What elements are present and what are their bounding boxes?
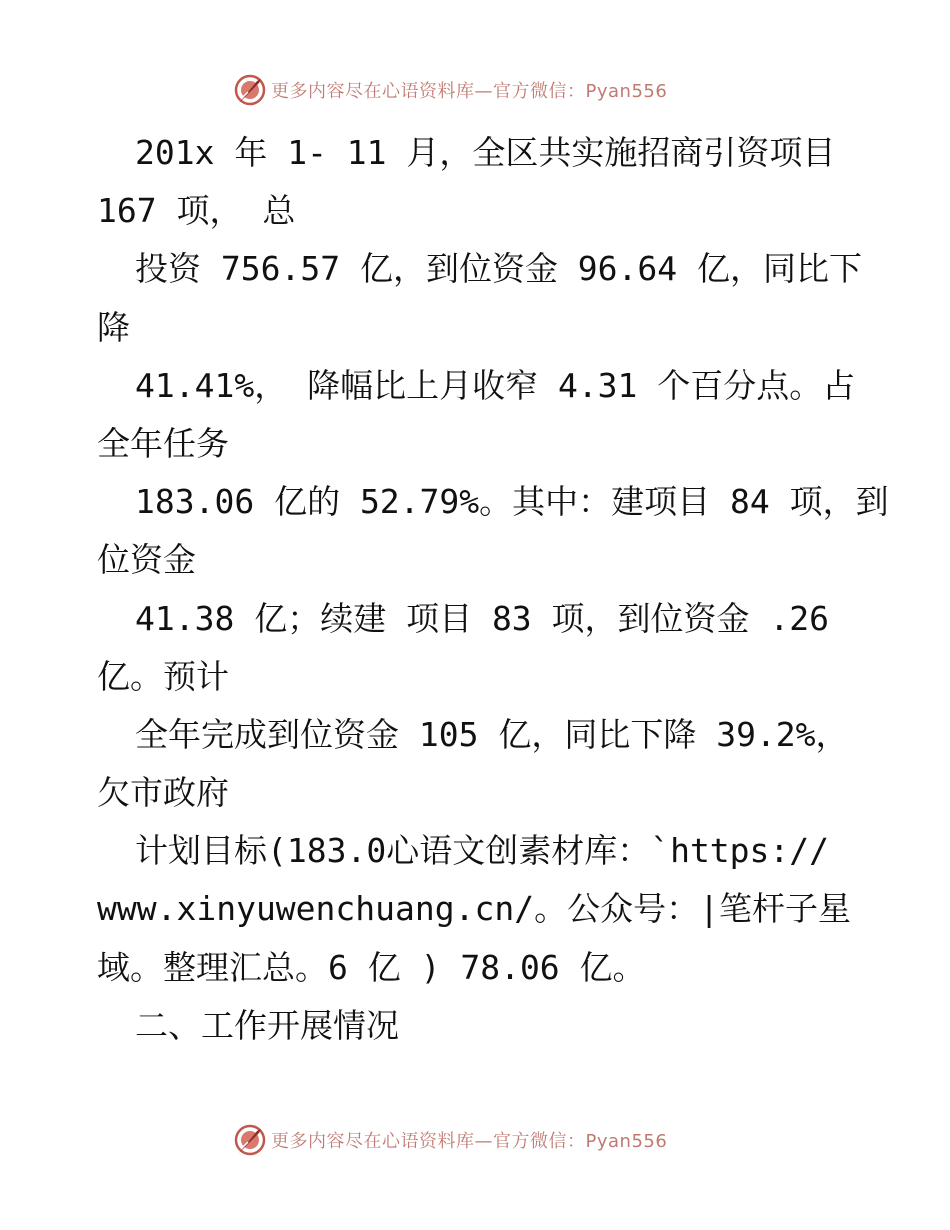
document-body [97,124,889,1055]
quill-seal-icon [233,73,267,107]
text-line: 41.38 亿；续建 项目 83 项，到位资金 .26 [135,598,830,638]
section-heading: 二、工作开展情况 [135,1005,399,1045]
watermark-text: 更多内容尽在心语资料库—官方微信：Pyan556 [271,81,668,102]
text-line: 亿。预计 [97,656,229,696]
text-line: 位资金 [97,540,196,580]
header-watermark [233,72,753,108]
text-line: 41.41%， 降幅比上月收窄 4.31 个百分点。占 [135,365,856,405]
text-line: 欠市政府 [97,773,229,813]
text-line: 降 [97,307,130,347]
text-line: 计划目标(183.0心语文创素材库：`https:// [135,831,830,871]
text-line: 全年任务 [97,423,229,463]
quill-seal-icon [233,1123,267,1157]
text-line: 全年完成到位资金 105 亿，同比下降 39.2%， [135,714,849,754]
text-line: 167 项， 总 [97,191,296,231]
text-line: 投资 756.57 亿，到位资金 96.64 亿，同比下 [135,249,863,289]
footer-watermark [233,1122,753,1158]
text-line: 201x 年 1- 11 月，全区共实施招商引资项目 [135,133,836,172]
text-line: 183.06 亿的 52.79%。其中：建项目 84 项，到 [135,482,889,522]
text-line: 域。整理汇总。6 亿 ) 78.06 亿。 [97,947,646,987]
watermark-text: 更多内容尽在心语资料库—官方微信：Pyan556 [271,1131,668,1152]
text-line: www.xinyuwenchuang.cn/。公众号：|笔杆子星 [97,889,851,929]
